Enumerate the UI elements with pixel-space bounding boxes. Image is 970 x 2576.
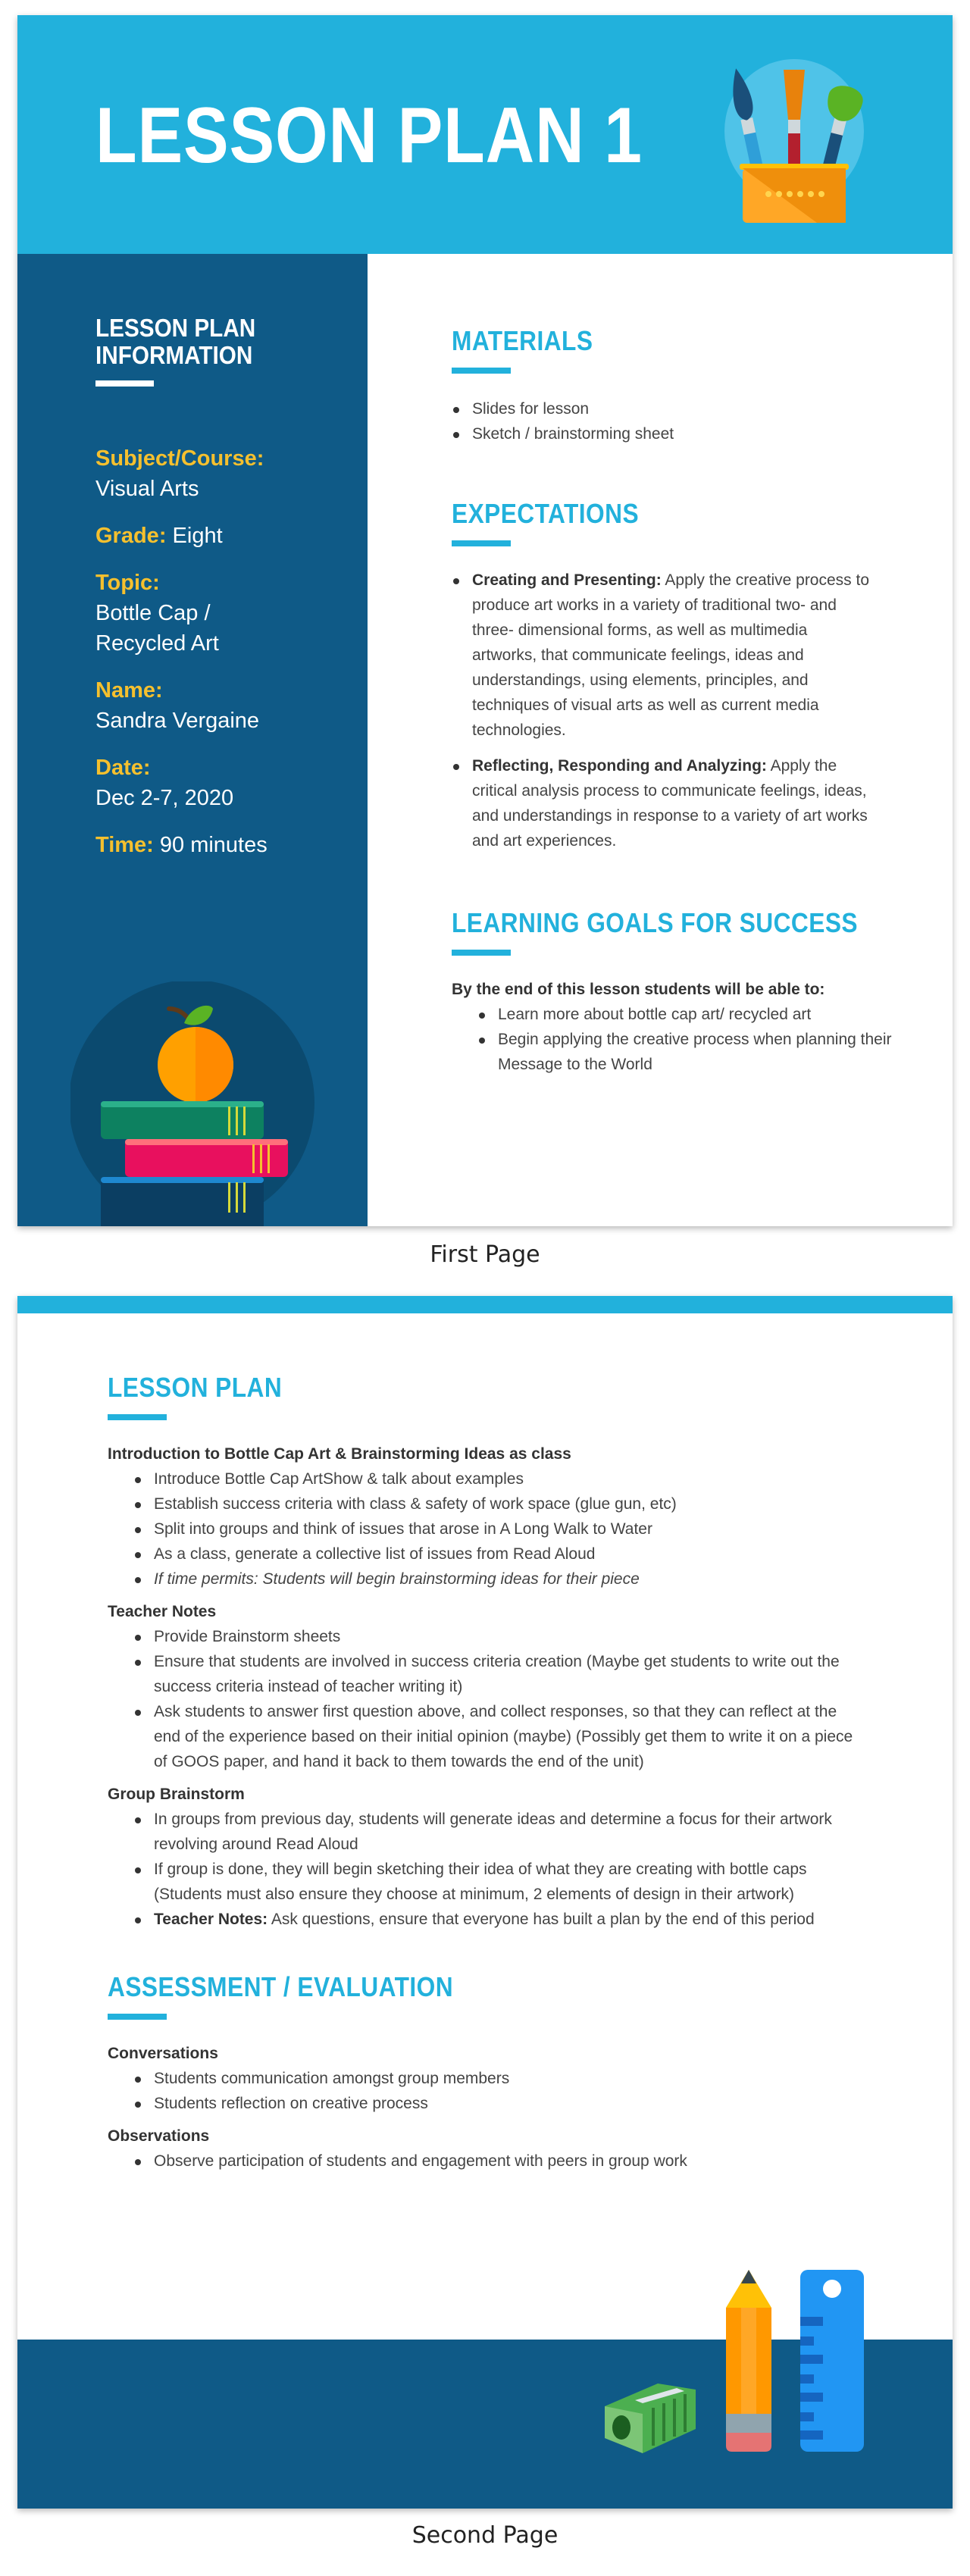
group-list bbox=[108, 1807, 865, 1932]
list-item: Establish success criteria with class & safety of work space (glue gun, etc) bbox=[133, 1491, 865, 1516]
item-text: Ask questions, ensure that everyone has built a plan by the end of this period bbox=[268, 1911, 815, 1928]
list-item: Split into groups and think of issues that arose in A Long Walk to Water bbox=[133, 1516, 865, 1542]
item-text: Apply the critical analysis process to communicate feelings, ideas, and understandings in response to a variety of art works and art experiences. bbox=[472, 757, 868, 850]
field-value: Eight bbox=[172, 524, 223, 548]
list-item: Ensure that students are involved in success criteria creation (Maybe get students to write out the success criteria instead of teacher writing it) bbox=[133, 1649, 865, 1699]
assessment-section bbox=[108, 1971, 865, 2174]
section-title: LESSON PLAN bbox=[108, 1372, 283, 1403]
lesson-info-sidebar bbox=[17, 254, 368, 1226]
item-bold-label: Creating and Presenting: bbox=[472, 571, 662, 589]
page-two bbox=[17, 1296, 953, 2509]
lesson-plan-section bbox=[108, 1372, 865, 1932]
list-item: Students reflection on creative process bbox=[133, 2091, 865, 2116]
page-caption: First Page bbox=[430, 1241, 540, 1268]
item-bold-label: Reflecting, Responding and Analyzing: bbox=[472, 757, 767, 775]
heading-underline bbox=[95, 380, 154, 387]
section-title: EXPECTATIONS bbox=[452, 498, 640, 529]
learning-goals-section bbox=[452, 907, 906, 1077]
field-label: Time: bbox=[95, 833, 154, 857]
apple-books-icon bbox=[70, 981, 321, 1226]
list-item bbox=[133, 1907, 865, 1932]
group-title: Introduction to Bottle Cap Art & Brainstorming Ideas as class bbox=[108, 1445, 571, 1463]
section-title: LEARNING GOALS FOR SUCCESS bbox=[452, 907, 858, 938]
page-title: LESSON PLAN 1 bbox=[95, 92, 643, 180]
group-title: Conversations bbox=[108, 2045, 218, 2062]
list-item: Observe participation of students and engagement with peers in group work bbox=[133, 2149, 865, 2174]
list-item: Sketch / brainstorming sheet bbox=[452, 421, 906, 446]
list-item: If time permits: Students will begin brainstorming ideas for their piece bbox=[133, 1567, 865, 1592]
section-title: MATERIALS bbox=[452, 325, 593, 356]
group-title: Teacher Notes bbox=[108, 1603, 217, 1620]
field-name bbox=[95, 675, 353, 736]
list-item: If group is done, they will begin sketching their idea of what they are creating with bottle caps (Students must also ensure they choose at minimum, 2 elements of design in their artwork) bbox=[133, 1857, 865, 1907]
section-title: ASSESSMENT / EVALUATION bbox=[108, 1971, 454, 2002]
item-bold-label: Teacher Notes: bbox=[154, 1911, 268, 1928]
page2-content bbox=[108, 1372, 865, 2174]
group-introduction bbox=[108, 1441, 865, 1592]
list-item: Provide Brainstorm sheets bbox=[133, 1624, 865, 1649]
list-item: Ask students to answer first question above, and collect responses, so that they can reflect at the end of the experience based on their initial opinion (maybe) (Possibly get them to write it on a piece of GOOS paper, and hand it back to them towards the end of the unit) bbox=[133, 1699, 865, 1774]
group-observations bbox=[108, 2124, 865, 2174]
group-list bbox=[108, 2149, 865, 2174]
field-value: Dec 2-7, 2020 bbox=[95, 786, 234, 810]
field-label: Name: bbox=[95, 678, 163, 703]
top-band bbox=[17, 1296, 953, 1313]
field-date bbox=[95, 753, 353, 813]
group-conversations bbox=[108, 2041, 865, 2116]
group-title: Group Brainstorm bbox=[108, 1786, 245, 1803]
sidebar-heading-line1: LESSON PLAN bbox=[95, 314, 256, 342]
section-underline bbox=[108, 2014, 167, 2020]
field-label: Date: bbox=[95, 756, 151, 780]
section-underline bbox=[452, 368, 511, 374]
group-title: Observations bbox=[108, 2127, 210, 2145]
expectations-list bbox=[452, 568, 876, 853]
group-list bbox=[108, 2066, 865, 2116]
list-item: Learn more about bottle cap art/ recycled art bbox=[477, 1002, 906, 1027]
page-one bbox=[17, 15, 953, 1226]
list-item: Students communication amongst group members bbox=[133, 2066, 865, 2091]
group-brainstorm bbox=[108, 1782, 865, 1932]
group-list bbox=[108, 1466, 865, 1592]
goals-list bbox=[452, 1002, 906, 1077]
list-item bbox=[452, 753, 876, 853]
field-label: Subject/Course: bbox=[95, 446, 264, 471]
field-time bbox=[95, 830, 353, 860]
group-teacher-notes bbox=[108, 1599, 865, 1774]
field-value: Bottle Cap / Recycled Art bbox=[95, 601, 219, 656]
field-subject bbox=[95, 443, 353, 504]
list-item bbox=[452, 568, 876, 743]
field-value: Sandra Vergaine bbox=[95, 709, 260, 733]
main-content bbox=[368, 254, 953, 1226]
field-value: Visual Arts bbox=[95, 477, 199, 501]
list-item: Slides for lesson bbox=[452, 396, 906, 421]
field-label: Topic: bbox=[95, 571, 160, 595]
field-value: 90 minutes bbox=[159, 833, 268, 857]
list-item: Begin applying the creative process when planning their Message to the World bbox=[477, 1027, 906, 1077]
pencil-ruler-sharpener-icon bbox=[590, 2270, 878, 2459]
item-text: Apply the creative process to produce art works in a variety of traditional two- and three- dimensional forms, as well as multimedia artworks, that communicate feelings, ideas and understandings, using elements, principles, and techniques of visual arts as well as current media technologies. bbox=[472, 571, 870, 739]
paintbrush-cup-icon bbox=[718, 59, 870, 226]
list-item: As a class, generate a collective list of issues from Read Aloud bbox=[133, 1542, 865, 1567]
section-underline bbox=[452, 540, 511, 546]
field-topic bbox=[95, 568, 353, 659]
section-underline bbox=[108, 1414, 167, 1420]
list-item: Introduce Bottle Cap ArtShow & talk about examples bbox=[133, 1466, 865, 1491]
info-fields bbox=[95, 443, 353, 877]
field-label: Grade: bbox=[95, 524, 167, 548]
page-caption: Second Page bbox=[411, 2522, 559, 2549]
goals-lead: By the end of this lesson students will be able to: bbox=[452, 981, 825, 998]
section-underline bbox=[452, 950, 511, 956]
list-item: In groups from previous day, students will generate ideas and determine a focus for their artwork revolving around Read Aloud bbox=[133, 1807, 865, 1857]
page-header bbox=[17, 15, 953, 254]
materials-list bbox=[452, 396, 906, 446]
field-grade bbox=[95, 521, 353, 551]
expectations-section bbox=[452, 498, 906, 853]
sidebar-heading-line2: INFORMATION bbox=[95, 341, 253, 369]
materials-section bbox=[452, 325, 906, 446]
sidebar-heading bbox=[95, 315, 255, 369]
group-list bbox=[108, 1624, 865, 1774]
